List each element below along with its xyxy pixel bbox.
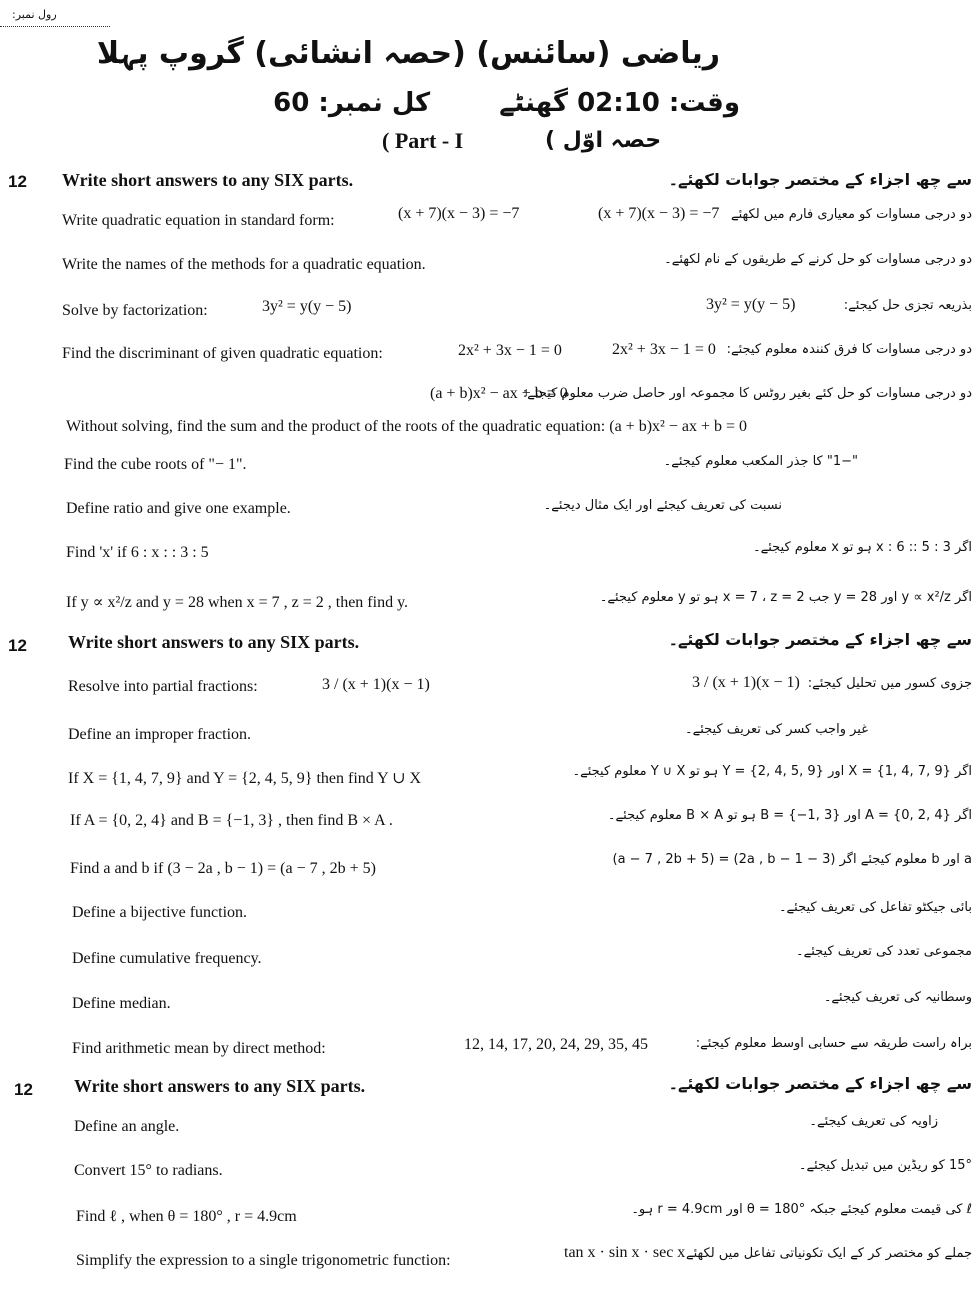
part-label-ur: حصہ اوّل ) <box>545 128 662 153</box>
item-en: Solve by factorization: <box>62 302 208 319</box>
item-en: If y ∝ x²/z and y = 28 when x = 7 , z = 2 , then find y. <box>66 594 409 611</box>
item-math-en: 3y² = y(y − 5) <box>262 298 352 315</box>
item-ur: دو درجی مساوات کو معیاری فارم میں لکھئے <box>730 207 972 222</box>
question-heading-ur: سے چھ اجزاء کے مختصر جوابات لکھئے۔ <box>668 170 972 189</box>
item-en: Define an improper fraction. <box>68 726 252 743</box>
item-ur: بائی جیکٹو تفاعل کی تعریف کیجئے۔ <box>778 900 972 915</box>
item-math-en: tan x · sin x · sec x <box>564 1244 686 1261</box>
item-ur: دو درجی مساوات کو حل کرنے کے طریقوں کے نام لکھئے۔ <box>664 252 972 267</box>
marks-label: کل نمبر: <box>318 88 431 118</box>
item-en: Find a and b if (3 − 2a , b − 1) = (a − 7 , 2b + 5) <box>70 860 376 877</box>
time-marks-line <box>273 88 740 118</box>
item-en: Resolve into partial fractions: <box>68 678 258 695</box>
item-ur: بذریعہ تجزی حل کیجئے: <box>843 298 972 313</box>
item-math-en: 2x² + 3x − 1 = 0 <box>458 342 562 359</box>
item-ur: جزوی کسور میں تحلیل کیجئے: <box>807 676 972 691</box>
question-heading-en: Write short answers to any SIX parts. <box>62 170 354 190</box>
time-label: وقت: <box>668 88 740 118</box>
item-math-ur: 2x² + 3x − 1 = 0 <box>612 341 716 358</box>
roll-number-line <box>0 26 110 27</box>
item-en: Define ratio and give one example. <box>66 500 291 517</box>
item-ur: جملے کو مختصر کر کے ایک تکونیاتی تفاعل میں لکھئے <box>685 1246 972 1261</box>
item-ur: غیر واجب کسر کی تعریف کیجئے۔ <box>684 722 868 737</box>
item-en: Convert 15° to radians. <box>74 1162 223 1179</box>
item-en: If A = {0, 2, 4} and B = {−1, 3} , then find B × A . <box>70 812 393 829</box>
item-en: Define an angle. <box>74 1118 180 1135</box>
item-ur: زاویہ کی تعریف کیجئے۔ <box>809 1114 938 1129</box>
question-heading-ur: سے چھ اجزاء کے مختصر جوابات لکھئے۔ <box>668 1074 972 1093</box>
item-en: Define median. <box>72 995 171 1012</box>
item-en: Find arithmetic mean by direct method: <box>72 1040 326 1057</box>
item-math-en: 12, 14, 17, 20, 24, 29, 35, 45 <box>464 1036 648 1053</box>
question-heading-ur: سے چھ اجزاء کے مختصر جوابات لکھئے۔ <box>668 630 972 649</box>
item-math-ur: 3 / (x + 1)(x − 1) <box>692 674 800 691</box>
question-marks: 12 <box>14 1080 33 1099</box>
time-unit: گھنٹے <box>499 88 568 118</box>
item-ur: نسبت کی تعریف کیجئے اور ایک مثال دیجئے۔ <box>543 498 782 513</box>
item-en: Write quadratic equation in standard form: <box>62 212 335 229</box>
item-math-en: 3 / (x + 1)(x − 1) <box>322 676 430 693</box>
item-en: If X = {1, 4, 7, 9} and Y = {2, 4, 5, 9} then find Y ∪ X <box>68 770 422 787</box>
item-ur: اگر X = {1, 4, 7, 9} اور Y = {2, 4, 5, 9} ہو تو Y ∪ X معلوم کیجئے۔ <box>572 764 972 779</box>
item-ur: a اور b معلوم کیجئے اگر (3 − 2a , b − 1) = (a − 7 , 2b + 5) <box>612 852 972 867</box>
question-heading-en: Write short answers to any SIX parts. <box>74 1076 366 1096</box>
item-ur: دو درجی مساوات کو حل کئے بغیر روٹس کا مجموعہ اور حاصل ضرب معلوم کیجئے: <box>522 386 972 401</box>
item-en: Find the cube roots of "− 1". <box>64 456 247 473</box>
item-math-en: (x + 7)(x − 3) = −7 <box>398 205 520 222</box>
item-en: Find the discriminant of given quadratic equation: <box>62 345 383 362</box>
item-ur: ℓ کی قیمت معلوم کیجئے جبکہ θ = 180° اور r = 4.9cm ہو۔ <box>631 1202 972 1217</box>
item-ur: وسطانیہ کی تعریف کیجئے۔ <box>823 990 972 1005</box>
item-ur: دو درجی مساوات کا فرق کنندہ معلوم کیجئے: <box>726 342 972 357</box>
item-math-ur: (x + 7)(x − 3) = −7 <box>598 205 720 222</box>
item-math-ur: 3y² = y(y − 5) <box>706 296 796 313</box>
item-en: Define a bijective function. <box>72 904 248 921</box>
item-ur: اگر A = {0, 2, 4} اور B = {−1, 3} ہو تو B × A معلوم کیجئے۔ <box>607 808 972 823</box>
item-ur: مجموعی تعدد کی تعریف کیجئے۔ <box>795 944 972 959</box>
item-en: Define cumulative frequency. <box>72 950 262 967</box>
part-label-en: ( Part - I <box>382 128 464 153</box>
item-math-ur: (a + b)x² − ax + b = 0 <box>430 385 568 402</box>
item-en: Find 'x' if 6 : x : : 3 : 5 <box>66 544 209 561</box>
item-en: Write the names of the methods for a quadratic equation. <box>62 256 426 273</box>
item-ur: 15° کو ریڈین میں تبدیل کیجئے۔ <box>798 1158 972 1173</box>
item-ur: اگر y ∝ x²/z اور y = 28 جب x = 7 ، z = 2 ہو تو y معلوم کیجئے۔ <box>599 590 972 605</box>
item-en: Find ℓ , when θ = 180° , r = 4.9cm <box>76 1208 297 1225</box>
item-en: Simplify the expression to a single trigonometric function: <box>76 1252 451 1269</box>
roll-number-label: رول نمبر: <box>12 8 57 21</box>
time-value: 02:10 <box>577 88 660 118</box>
item-ur: "−1" کا جذر المکعب معلوم کیجئے۔ <box>663 454 858 469</box>
paper-title: ریاضی (سائنس) (حصہ انشائی) گروپ پہلا <box>96 36 720 71</box>
item-ur: براہ راست طریقہ سے حسابی اوسط معلوم کیجئے: <box>695 1036 972 1051</box>
item-en: Without solving, find the sum and the product of the roots of the quadratic equation: (a + b)x² − ax + b = 0 <box>66 418 747 435</box>
item-ur: اگر 3 : 5 :: 6 : x ہو تو x معلوم کیجئے۔ <box>752 540 972 555</box>
question-marks: 12 <box>8 172 27 191</box>
marks-value: 60 <box>273 88 310 118</box>
question-heading-en: Write short answers to any SIX parts. <box>68 632 360 652</box>
question-marks: 12 <box>8 636 27 655</box>
